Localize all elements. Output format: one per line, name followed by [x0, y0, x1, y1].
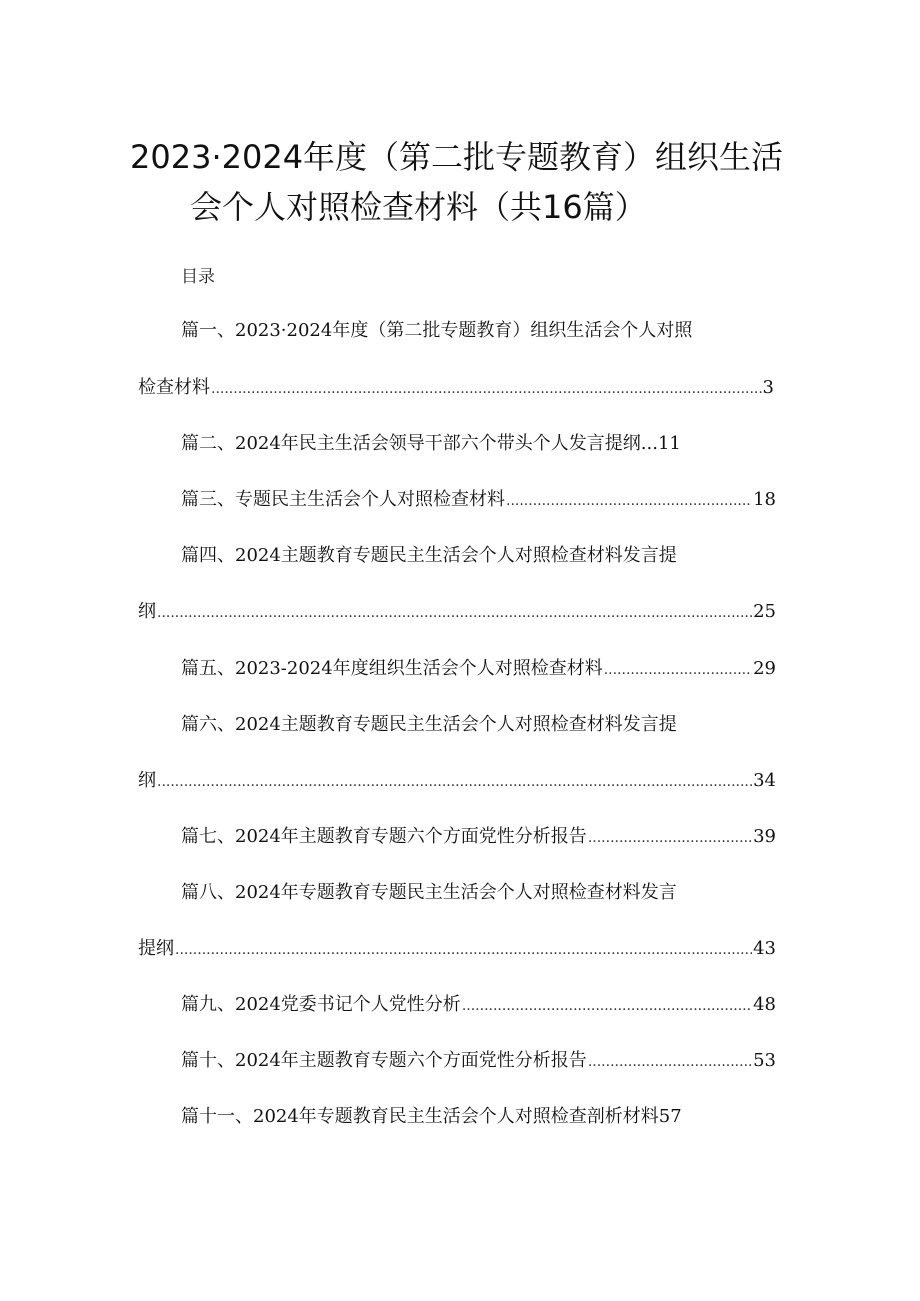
toc-entry-4-line-1[interactable] — [181, 542, 677, 570]
toc-entry-text: 篇六、2024主题教育专题民主生活会个人对照检查材料发言提 — [181, 714, 677, 735]
toc-leader-dots — [211, 375, 762, 403]
toc-entry-4-line-2[interactable] — [138, 598, 776, 626]
toc-leader-dots — [604, 656, 752, 684]
toc-entry-text: 篇二、2024年民主生活会领导干部六个带头个人发言提纲...11 — [181, 433, 681, 454]
toc-page-number: 25 — [753, 601, 776, 622]
toc-leader-dots — [506, 487, 752, 515]
toc-leader-dots — [175, 936, 752, 964]
toc-page-number: 18 — [753, 489, 776, 510]
toc-entry-6-line-1[interactable] — [181, 711, 677, 739]
toc-page-number: 3 — [762, 377, 774, 398]
toc-entry-text: 提纲 — [138, 938, 174, 959]
toc-page-number: 43 — [753, 938, 776, 959]
toc-page-number: 29 — [753, 658, 776, 679]
document-title — [130, 132, 790, 232]
toc-entry-8-line-2[interactable] — [138, 935, 776, 963]
toc-page-number: 34 — [753, 770, 776, 791]
toc-entry-2[interactable] — [181, 430, 681, 458]
toc-entry-11[interactable] — [181, 1103, 682, 1131]
toc-leader-dots — [588, 824, 752, 852]
toc-leader-dots — [157, 768, 752, 796]
toc-entry-9[interactable] — [181, 991, 776, 1019]
toc-entry-1-line-1[interactable] — [181, 317, 692, 345]
toc-entry-1-line-2[interactable] — [138, 374, 774, 402]
toc-leader-dots — [157, 599, 752, 627]
toc-heading: 目录 — [181, 267, 215, 287]
toc-entry-6-line-2[interactable] — [138, 767, 776, 795]
toc-leader-dots — [462, 992, 752, 1020]
toc-entry-5[interactable] — [181, 655, 776, 683]
title-line-2: 会个人对照检查材料（共16篇） — [190, 188, 647, 226]
toc-entry-text: 篇十一、2024年专题教育民主生活会个人对照检查剖析材料57 — [181, 1106, 682, 1127]
toc-page-number: 53 — [753, 1050, 776, 1071]
toc-entry-text: 纲 — [138, 601, 156, 622]
toc-page-number: 39 — [753, 826, 776, 847]
toc-entry-text: 篇八、2024年专题教育专题民主生活会个人对照检查材料发言 — [181, 882, 677, 903]
toc-entry-text: 篇三、专题民主生活会个人对照检查材料 — [181, 489, 505, 510]
toc-entry-text: 检查材料 — [138, 377, 210, 398]
toc-entry-text: 篇四、2024主题教育专题民主生活会个人对照检查材料发言提 — [181, 545, 677, 566]
toc-entry-text: 篇一、2023·2024年度（第二批专题教育）组织生活会个人对照 — [181, 320, 693, 341]
title-line-1: 2023·2024年度（第二批专题教育）组织生活 — [130, 138, 784, 176]
toc-entry-text: 篇五、2023-2024年度组织生活会个人对照检查材料 — [181, 658, 603, 679]
toc-page-number: 48 — [753, 994, 776, 1015]
toc-entry-7[interactable] — [181, 823, 776, 851]
toc-entry-text: 纲 — [138, 770, 156, 791]
toc-entry-3[interactable] — [181, 486, 776, 514]
toc-entry-text: 篇十、2024年主题教育专题六个方面党性分析报告 — [181, 1050, 587, 1071]
toc-entry-10[interactable] — [181, 1047, 776, 1075]
toc-entry-text: 篇七、2024年主题教育专题六个方面党性分析报告 — [181, 826, 587, 847]
toc-entry-text: 篇九、2024党委书记个人党性分析 — [181, 994, 461, 1015]
toc-entry-8-line-1[interactable] — [181, 879, 677, 907]
toc-leader-dots — [588, 1048, 752, 1076]
